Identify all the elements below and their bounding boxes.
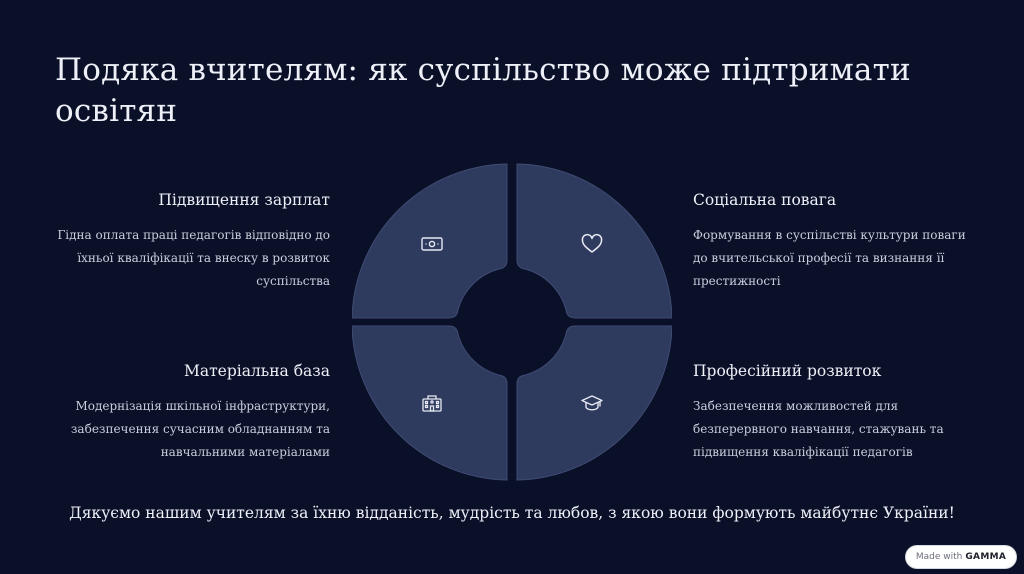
salary-heading: Підвищення зарплат xyxy=(158,191,330,209)
social-respect-heading: Соціальна повага xyxy=(693,191,837,209)
material-base-heading: Матеріальна база xyxy=(183,362,330,380)
heart-icon xyxy=(580,232,604,256)
badge-prefix: Made with xyxy=(915,552,963,562)
material-base-text: Модернізація шкільної інфраструктури, забезпечення сучасним обладнанням та навчальними матеріалами xyxy=(70,399,330,459)
salary-text: Гідна оплата праці педагогів відповідно до їхньої кваліфікації та внеску в розвиток суспільства xyxy=(57,228,330,288)
graduation-cap-icon xyxy=(580,391,604,415)
material-base-block xyxy=(50,361,330,464)
money-icon xyxy=(420,232,444,256)
social-respect-block xyxy=(693,190,973,293)
school-building-icon xyxy=(420,391,444,415)
professional-development-text: Забезпечення можливостей для безперервного навчання, стажувань та підвищення кваліфікації педагогів xyxy=(693,399,944,459)
thank-you-footer: Дякуємо нашим учителям за їхню відданість, мудрість та любов, з якою вони формують майбутнє України! xyxy=(69,504,955,522)
salary-block xyxy=(50,190,330,293)
page-title: Подяка вчителям: як суспільство може підтримати освітян xyxy=(55,52,911,129)
social-respect-text: Формування в суспільстві культури поваги до вчительської професії та визнання її престижності xyxy=(693,228,966,288)
professional-development-heading: Професійний розвиток xyxy=(693,362,882,380)
ring-svg xyxy=(352,162,672,482)
made-with-gamma-badge[interactable] xyxy=(906,546,1016,568)
quadrant-ring-diagram xyxy=(352,162,672,482)
gamma-logo: GAMMA xyxy=(965,552,1007,562)
professional-development-block xyxy=(693,361,973,464)
